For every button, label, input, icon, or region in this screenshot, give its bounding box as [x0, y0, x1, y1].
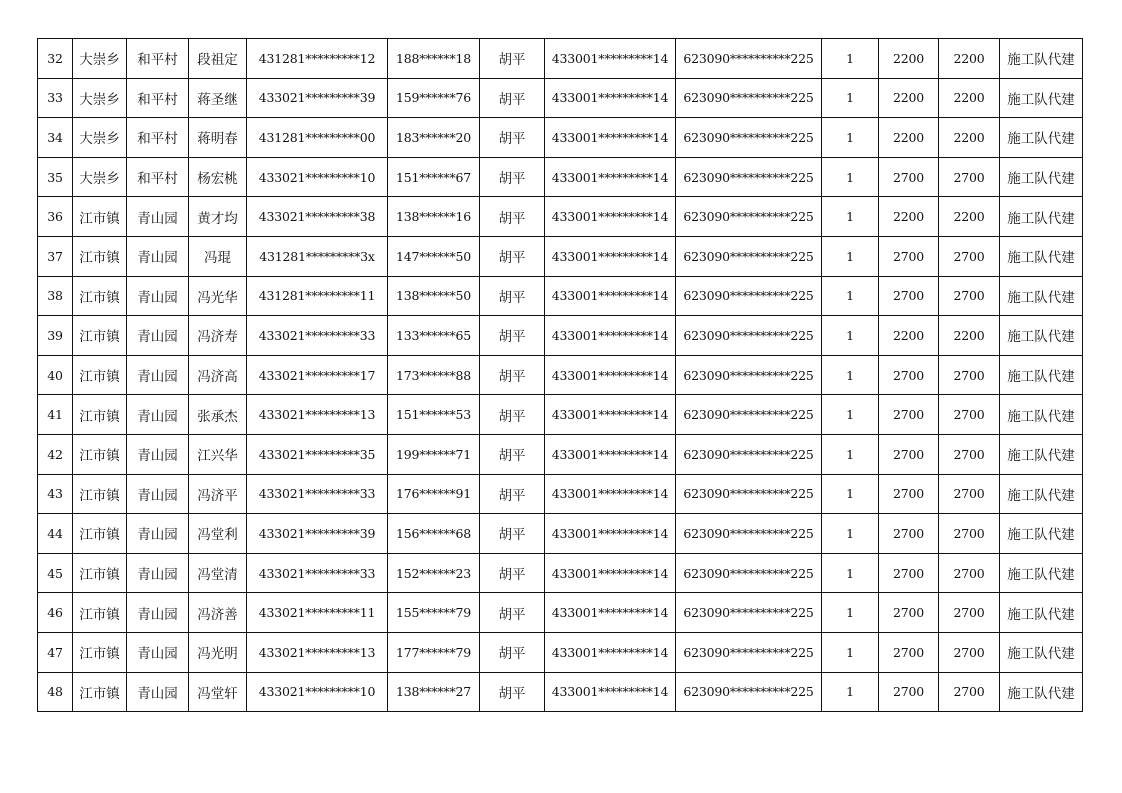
cell-name: 冯济平	[189, 474, 247, 514]
cell-contact: 胡平	[480, 593, 545, 633]
table-row	[38, 355, 1083, 395]
cell-name: 冯济高	[189, 355, 247, 395]
cell-row-number: 47	[38, 632, 73, 672]
cell-account-id: 433001*********14	[545, 632, 676, 672]
cell-contact: 胡平	[480, 672, 545, 712]
cell-amount: 2200	[879, 39, 939, 79]
cell-town: 江市镇	[73, 197, 127, 237]
cell-row-number: 35	[38, 157, 73, 197]
cell-village: 青山园	[127, 514, 189, 554]
table-row	[38, 474, 1083, 514]
cell-paid-amount: 2700	[939, 553, 1000, 593]
cell-bank-card: 623090**********225	[676, 118, 822, 158]
cell-remark: 施工队代建	[1000, 395, 1083, 435]
cell-village: 和平村	[127, 157, 189, 197]
cell-remark: 施工队代建	[1000, 78, 1083, 118]
cell-phone: 177******79	[388, 632, 480, 672]
cell-phone: 183******20	[388, 118, 480, 158]
cell-bank-card: 623090**********225	[676, 593, 822, 633]
table-row	[38, 39, 1083, 79]
cell-id-card: 433021*********39	[247, 514, 388, 554]
cell-paid-amount: 2700	[939, 632, 1000, 672]
cell-amount: 2700	[879, 276, 939, 316]
table-row	[38, 197, 1083, 237]
cell-phone: 159******76	[388, 78, 480, 118]
cell-name: 段祖定	[189, 39, 247, 79]
cell-account-id: 433001*********14	[545, 78, 676, 118]
cell-remark: 施工队代建	[1000, 276, 1083, 316]
cell-paid-amount: 2200	[939, 78, 1000, 118]
cell-paid-amount: 2700	[939, 434, 1000, 474]
cell-paid-amount: 2700	[939, 157, 1000, 197]
cell-quantity: 1	[822, 236, 879, 276]
cell-id-card: 433021*********38	[247, 197, 388, 237]
table-body	[38, 39, 1083, 712]
cell-remark: 施工队代建	[1000, 316, 1083, 356]
cell-quantity: 1	[822, 672, 879, 712]
cell-contact: 胡平	[480, 118, 545, 158]
cell-town: 江市镇	[73, 395, 127, 435]
cell-account-id: 433001*********14	[545, 355, 676, 395]
table-row	[38, 514, 1083, 554]
cell-remark: 施工队代建	[1000, 39, 1083, 79]
cell-amount: 2700	[879, 434, 939, 474]
cell-id-card: 433021*********10	[247, 672, 388, 712]
cell-bank-card: 623090**********225	[676, 514, 822, 554]
cell-paid-amount: 2200	[939, 39, 1000, 79]
cell-amount: 2700	[879, 514, 939, 554]
cell-quantity: 1	[822, 197, 879, 237]
cell-paid-amount: 2200	[939, 316, 1000, 356]
cell-quantity: 1	[822, 474, 879, 514]
cell-row-number: 39	[38, 316, 73, 356]
cell-quantity: 1	[822, 316, 879, 356]
cell-paid-amount: 2200	[939, 197, 1000, 237]
cell-bank-card: 623090**********225	[676, 316, 822, 356]
cell-amount: 2700	[879, 355, 939, 395]
cell-remark: 施工队代建	[1000, 434, 1083, 474]
cell-amount: 2700	[879, 553, 939, 593]
table-row	[38, 632, 1083, 672]
cell-quantity: 1	[822, 39, 879, 79]
cell-town: 大崇乡	[73, 39, 127, 79]
cell-id-card: 433021*********13	[247, 632, 388, 672]
cell-village: 青山园	[127, 276, 189, 316]
cell-name: 冯光华	[189, 276, 247, 316]
cell-name: 杨宏桃	[189, 157, 247, 197]
cell-row-number: 40	[38, 355, 73, 395]
cell-remark: 施工队代建	[1000, 593, 1083, 633]
cell-account-id: 433001*********14	[545, 514, 676, 554]
cell-row-number: 32	[38, 39, 73, 79]
cell-row-number: 42	[38, 434, 73, 474]
cell-village: 青山园	[127, 434, 189, 474]
cell-village: 和平村	[127, 118, 189, 158]
cell-id-card: 433021*********39	[247, 78, 388, 118]
cell-name: 张承杰	[189, 395, 247, 435]
cell-remark: 施工队代建	[1000, 236, 1083, 276]
cell-phone: 176******91	[388, 474, 480, 514]
cell-phone: 147******50	[388, 236, 480, 276]
cell-town: 大崇乡	[73, 78, 127, 118]
cell-quantity: 1	[822, 514, 879, 554]
cell-quantity: 1	[822, 553, 879, 593]
cell-contact: 胡平	[480, 434, 545, 474]
cell-paid-amount: 2700	[939, 672, 1000, 712]
cell-amount: 2700	[879, 632, 939, 672]
cell-village: 青山园	[127, 355, 189, 395]
cell-quantity: 1	[822, 632, 879, 672]
cell-row-number: 37	[38, 236, 73, 276]
cell-row-number: 34	[38, 118, 73, 158]
cell-id-card: 431281*********12	[247, 39, 388, 79]
cell-town: 江市镇	[73, 276, 127, 316]
cell-account-id: 433001*********14	[545, 157, 676, 197]
cell-remark: 施工队代建	[1000, 553, 1083, 593]
cell-row-number: 43	[38, 474, 73, 514]
cell-village: 青山园	[127, 553, 189, 593]
cell-village: 和平村	[127, 78, 189, 118]
cell-contact: 胡平	[480, 355, 545, 395]
cell-phone: 173******88	[388, 355, 480, 395]
cell-phone: 188******18	[388, 39, 480, 79]
cell-name: 冯济寿	[189, 316, 247, 356]
cell-bank-card: 623090**********225	[676, 474, 822, 514]
table-row	[38, 276, 1083, 316]
cell-row-number: 45	[38, 553, 73, 593]
cell-bank-card: 623090**********225	[676, 355, 822, 395]
cell-account-id: 433001*********14	[545, 118, 676, 158]
cell-row-number: 33	[38, 78, 73, 118]
cell-phone: 199******71	[388, 434, 480, 474]
cell-account-id: 433001*********14	[545, 593, 676, 633]
cell-amount: 2200	[879, 78, 939, 118]
cell-remark: 施工队代建	[1000, 118, 1083, 158]
cell-quantity: 1	[822, 157, 879, 197]
cell-amount: 2700	[879, 474, 939, 514]
cell-account-id: 433001*********14	[545, 236, 676, 276]
table-row	[38, 316, 1083, 356]
cell-bank-card: 623090**********225	[676, 553, 822, 593]
cell-name: 冯堂利	[189, 514, 247, 554]
cell-remark: 施工队代建	[1000, 514, 1083, 554]
cell-name: 蒋明春	[189, 118, 247, 158]
cell-town: 江市镇	[73, 672, 127, 712]
cell-bank-card: 623090**********225	[676, 672, 822, 712]
cell-id-card: 433021*********10	[247, 157, 388, 197]
cell-amount: 2200	[879, 197, 939, 237]
cell-amount: 2700	[879, 236, 939, 276]
cell-row-number: 46	[38, 593, 73, 633]
table-row	[38, 434, 1083, 474]
cell-account-id: 433001*********14	[545, 434, 676, 474]
cell-row-number: 38	[38, 276, 73, 316]
cell-account-id: 433001*********14	[545, 39, 676, 79]
cell-village: 青山园	[127, 197, 189, 237]
cell-phone: 152******23	[388, 553, 480, 593]
cell-contact: 胡平	[480, 157, 545, 197]
cell-account-id: 433001*********14	[545, 395, 676, 435]
cell-paid-amount: 2700	[939, 593, 1000, 633]
cell-account-id: 433001*********14	[545, 474, 676, 514]
cell-contact: 胡平	[480, 316, 545, 356]
cell-bank-card: 623090**********225	[676, 39, 822, 79]
cell-contact: 胡平	[480, 632, 545, 672]
cell-remark: 施工队代建	[1000, 672, 1083, 712]
cell-id-card: 433021*********13	[247, 395, 388, 435]
cell-amount: 2700	[879, 157, 939, 197]
cell-village: 青山园	[127, 632, 189, 672]
cell-contact: 胡平	[480, 514, 545, 554]
cell-town: 江市镇	[73, 553, 127, 593]
cell-paid-amount: 2700	[939, 514, 1000, 554]
cell-amount: 2200	[879, 316, 939, 356]
cell-quantity: 1	[822, 434, 879, 474]
cell-village: 青山园	[127, 593, 189, 633]
cell-remark: 施工队代建	[1000, 157, 1083, 197]
cell-phone: 133******65	[388, 316, 480, 356]
cell-village: 青山园	[127, 395, 189, 435]
cell-bank-card: 623090**********225	[676, 157, 822, 197]
cell-village: 青山园	[127, 672, 189, 712]
cell-account-id: 433001*********14	[545, 553, 676, 593]
cell-id-card: 433021*********33	[247, 316, 388, 356]
cell-bank-card: 623090**********225	[676, 395, 822, 435]
cell-town: 江市镇	[73, 434, 127, 474]
cell-name: 江兴华	[189, 434, 247, 474]
cell-paid-amount: 2700	[939, 355, 1000, 395]
cell-paid-amount: 2200	[939, 118, 1000, 158]
table-row	[38, 236, 1083, 276]
cell-phone: 138******27	[388, 672, 480, 712]
cell-row-number: 41	[38, 395, 73, 435]
cell-bank-card: 623090**********225	[676, 434, 822, 474]
cell-town: 江市镇	[73, 355, 127, 395]
cell-id-card: 433021*********11	[247, 593, 388, 633]
cell-amount: 2700	[879, 672, 939, 712]
cell-village: 青山园	[127, 474, 189, 514]
cell-quantity: 1	[822, 593, 879, 633]
cell-amount: 2200	[879, 118, 939, 158]
cell-bank-card: 623090**********225	[676, 197, 822, 237]
cell-name: 冯琨	[189, 236, 247, 276]
table-row	[38, 593, 1083, 633]
cell-town: 江市镇	[73, 474, 127, 514]
cell-phone: 151******67	[388, 157, 480, 197]
cell-phone: 138******16	[388, 197, 480, 237]
cell-account-id: 433001*********14	[545, 276, 676, 316]
cell-village: 青山园	[127, 236, 189, 276]
cell-bank-card: 623090**********225	[676, 78, 822, 118]
data-table	[37, 38, 1083, 712]
table-row	[38, 553, 1083, 593]
cell-name: 蒋圣继	[189, 78, 247, 118]
cell-contact: 胡平	[480, 78, 545, 118]
cell-id-card: 433021*********35	[247, 434, 388, 474]
cell-contact: 胡平	[480, 395, 545, 435]
cell-name: 黄才均	[189, 197, 247, 237]
cell-town: 江市镇	[73, 236, 127, 276]
cell-bank-card: 623090**********225	[676, 276, 822, 316]
cell-quantity: 1	[822, 78, 879, 118]
table-row	[38, 157, 1083, 197]
cell-quantity: 1	[822, 276, 879, 316]
cell-bank-card: 623090**********225	[676, 236, 822, 276]
cell-quantity: 1	[822, 395, 879, 435]
cell-id-card: 433021*********17	[247, 355, 388, 395]
cell-id-card: 433021*********33	[247, 474, 388, 514]
cell-town: 大崇乡	[73, 157, 127, 197]
cell-row-number: 36	[38, 197, 73, 237]
cell-village: 青山园	[127, 316, 189, 356]
cell-remark: 施工队代建	[1000, 474, 1083, 514]
table-row	[38, 395, 1083, 435]
cell-town: 江市镇	[73, 593, 127, 633]
cell-remark: 施工队代建	[1000, 632, 1083, 672]
cell-phone: 155******79	[388, 593, 480, 633]
cell-contact: 胡平	[480, 276, 545, 316]
cell-row-number: 48	[38, 672, 73, 712]
cell-amount: 2700	[879, 395, 939, 435]
cell-village: 和平村	[127, 39, 189, 79]
cell-remark: 施工队代建	[1000, 355, 1083, 395]
table-row	[38, 118, 1083, 158]
cell-town: 江市镇	[73, 632, 127, 672]
cell-row-number: 44	[38, 514, 73, 554]
cell-contact: 胡平	[480, 474, 545, 514]
cell-account-id: 433001*********14	[545, 672, 676, 712]
cell-account-id: 433001*********14	[545, 197, 676, 237]
cell-paid-amount: 2700	[939, 276, 1000, 316]
cell-id-card: 433021*********33	[247, 553, 388, 593]
cell-account-id: 433001*********14	[545, 316, 676, 356]
cell-id-card: 431281*********00	[247, 118, 388, 158]
cell-contact: 胡平	[480, 236, 545, 276]
cell-name: 冯堂轩	[189, 672, 247, 712]
cell-quantity: 1	[822, 118, 879, 158]
cell-phone: 138******50	[388, 276, 480, 316]
cell-paid-amount: 2700	[939, 395, 1000, 435]
cell-contact: 胡平	[480, 39, 545, 79]
cell-paid-amount: 2700	[939, 474, 1000, 514]
cell-contact: 胡平	[480, 197, 545, 237]
cell-paid-amount: 2700	[939, 236, 1000, 276]
cell-phone: 151******53	[388, 395, 480, 435]
table-row	[38, 78, 1083, 118]
cell-id-card: 431281*********11	[247, 276, 388, 316]
cell-town: 江市镇	[73, 316, 127, 356]
cell-contact: 胡平	[480, 553, 545, 593]
cell-name: 冯堂清	[189, 553, 247, 593]
cell-town: 江市镇	[73, 514, 127, 554]
cell-name: 冯光明	[189, 632, 247, 672]
cell-town: 大崇乡	[73, 118, 127, 158]
cell-id-card: 431281*********3x	[247, 236, 388, 276]
cell-remark: 施工队代建	[1000, 197, 1083, 237]
cell-quantity: 1	[822, 355, 879, 395]
table-row	[38, 672, 1083, 712]
cell-phone: 156******68	[388, 514, 480, 554]
cell-name: 冯济善	[189, 593, 247, 633]
cell-amount: 2700	[879, 593, 939, 633]
cell-bank-card: 623090**********225	[676, 632, 822, 672]
